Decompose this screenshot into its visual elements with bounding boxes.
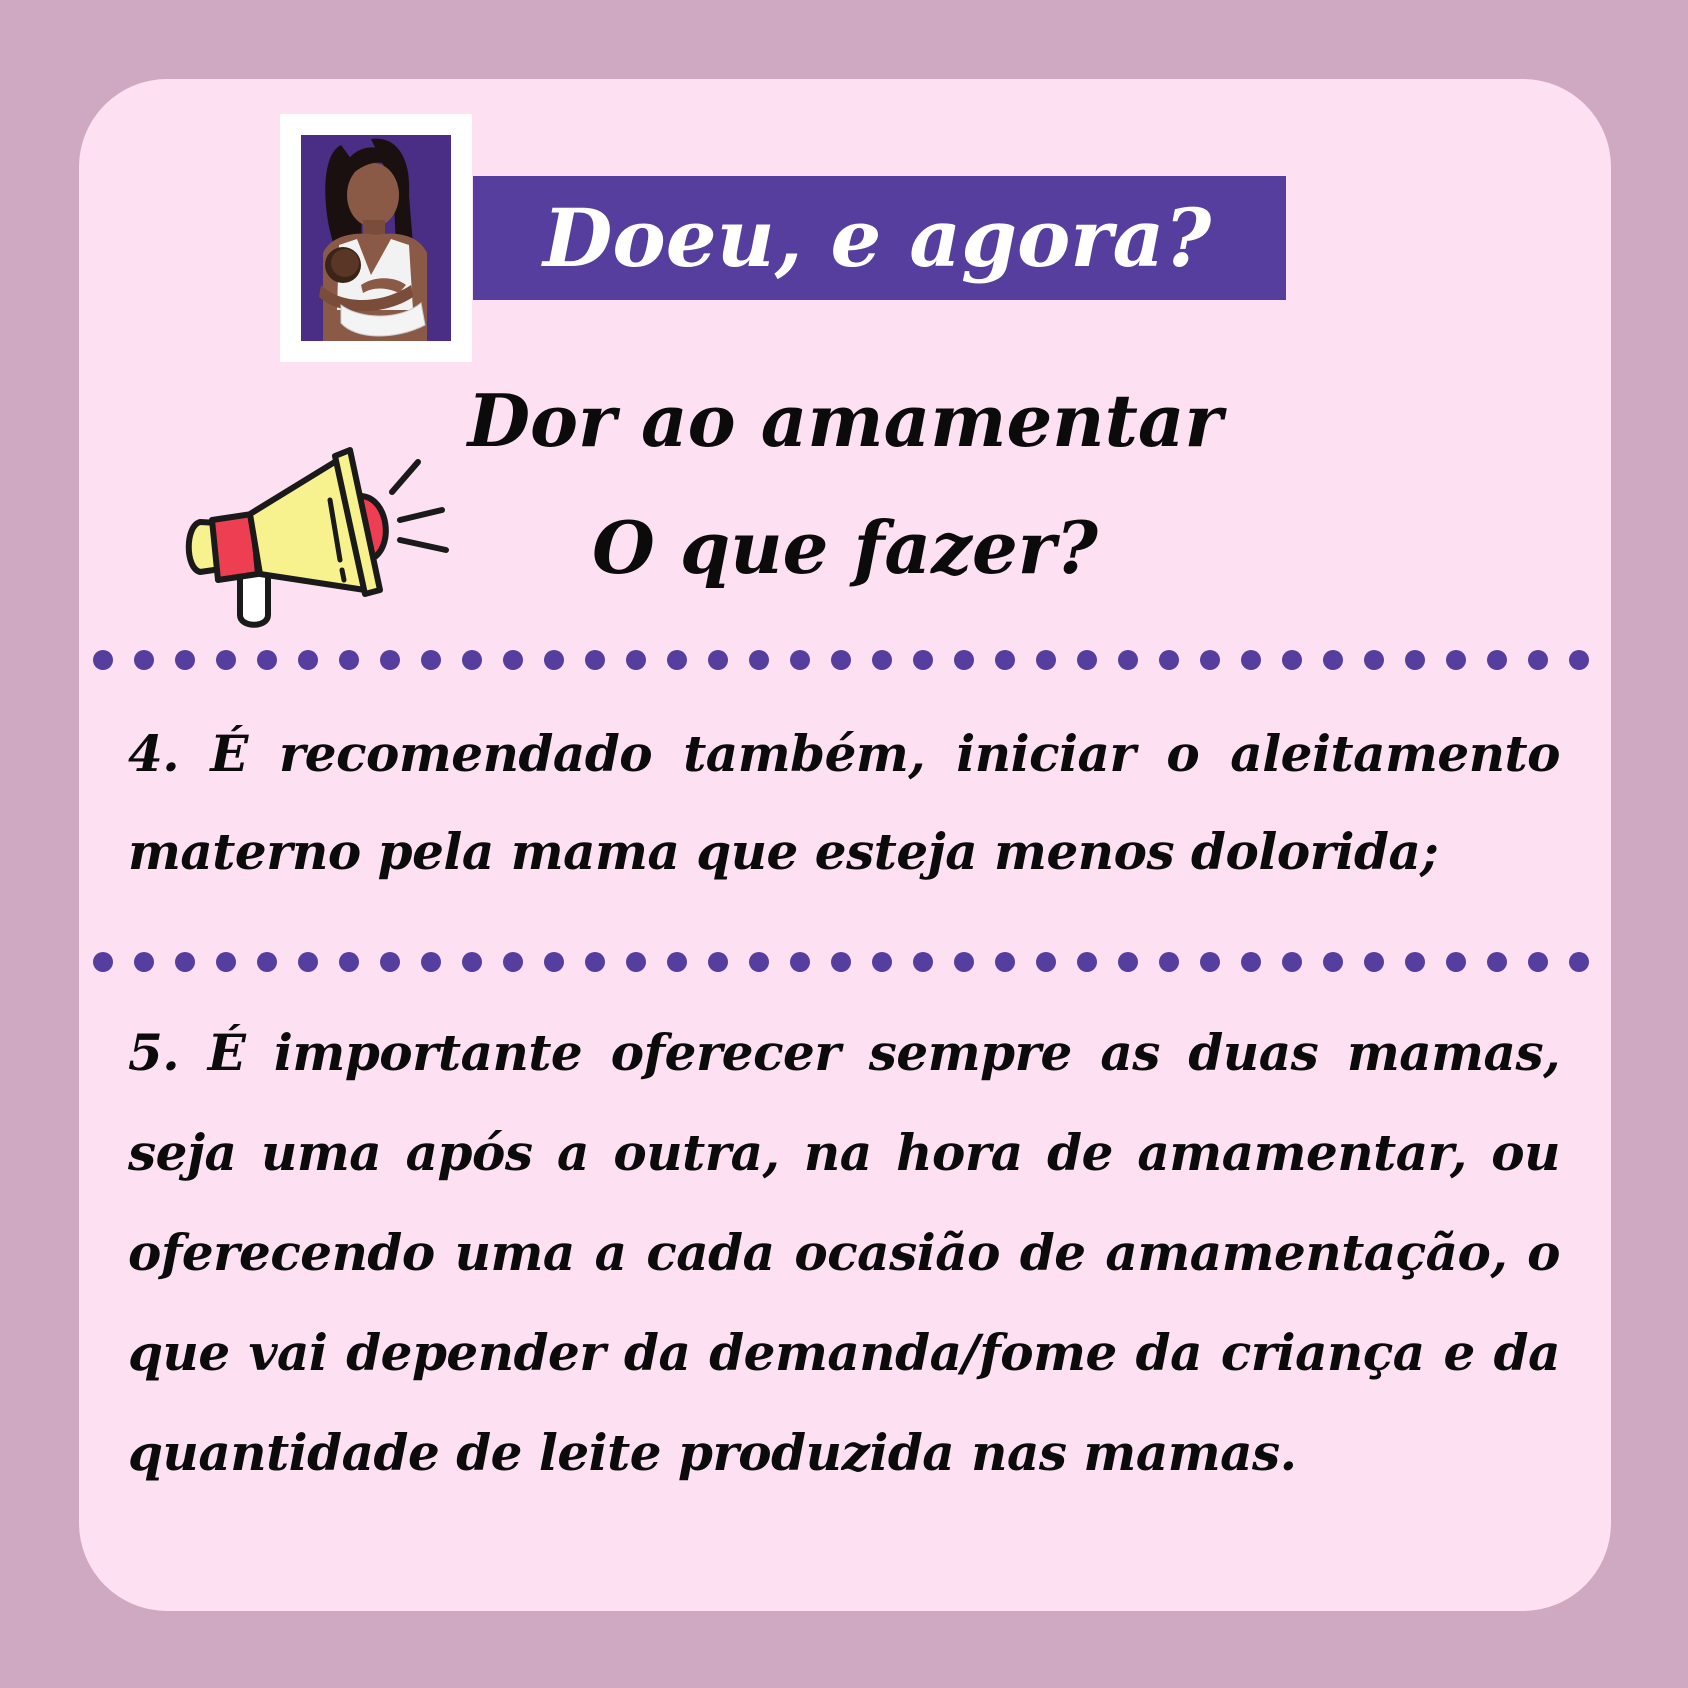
divider-dot	[790, 952, 810, 972]
subtitle-line-2: O que fazer?	[592, 505, 1098, 590]
divider-dot	[913, 650, 933, 670]
divider-dot	[1323, 952, 1343, 972]
divider-dot	[1405, 650, 1425, 670]
divider-dot	[995, 952, 1015, 972]
divider-dot	[380, 650, 400, 670]
divider-dot	[1241, 952, 1261, 972]
divider-dot	[544, 650, 564, 670]
divider-dot	[216, 952, 236, 972]
divider-dot	[667, 650, 687, 670]
divider-dot	[749, 650, 769, 670]
divider-dot	[544, 952, 564, 972]
divider-dot	[1118, 650, 1138, 670]
divider-dot	[93, 650, 113, 670]
divider-dot	[1569, 650, 1589, 670]
divider-dot	[667, 952, 687, 972]
divider-dot	[1364, 952, 1384, 972]
divider-dot	[1077, 650, 1097, 670]
divider-dot	[1446, 650, 1466, 670]
divider-dot	[175, 650, 195, 670]
divider-dot	[831, 952, 851, 972]
divider-dot	[1528, 952, 1548, 972]
divider-dot	[1118, 952, 1138, 972]
divider-dot	[626, 952, 646, 972]
divider-dot	[913, 952, 933, 972]
divider-dot	[1159, 650, 1179, 670]
divider-dot	[1241, 650, 1261, 670]
divider-dot	[1036, 650, 1056, 670]
dotted-divider-2	[90, 950, 1600, 974]
divider-dot	[831, 650, 851, 670]
divider-dot	[708, 952, 728, 972]
divider-dot	[503, 952, 523, 972]
divider-dot	[298, 952, 318, 972]
subtitle-line-1: Dor ao amamentar	[467, 378, 1223, 463]
dotted-divider-1	[90, 648, 1600, 672]
title-banner	[473, 176, 1286, 300]
divider-dot	[134, 650, 154, 670]
divider-dot	[1364, 650, 1384, 670]
divider-dot	[872, 952, 892, 972]
divider-dot	[216, 650, 236, 670]
divider-dot	[339, 952, 359, 972]
megaphone-icon	[180, 440, 460, 640]
divider-dot	[421, 650, 441, 670]
divider-dot	[257, 952, 277, 972]
divider-dot	[421, 952, 441, 972]
portrait-frame	[280, 114, 472, 362]
divider-dot	[708, 650, 728, 670]
divider-dot	[1569, 952, 1589, 972]
divider-dot	[872, 650, 892, 670]
divider-dot	[1200, 952, 1220, 972]
divider-dot	[585, 952, 605, 972]
divider-dot	[339, 650, 359, 670]
tip-4-paragraph: 4. É recomendado também, iniciar o aleitamento materno pela mama que esteja menos dolorida;	[128, 724, 1560, 881]
divider-dot	[1323, 650, 1343, 670]
divider-dot	[1077, 952, 1097, 972]
divider-dot	[93, 952, 113, 972]
divider-dot	[1200, 650, 1220, 670]
divider-dot	[1282, 650, 1302, 670]
divider-dot	[1036, 952, 1056, 972]
divider-dot	[954, 952, 974, 972]
divider-dot	[995, 650, 1015, 670]
divider-dot	[380, 952, 400, 972]
divider-dot	[503, 650, 523, 670]
divider-dot	[1282, 952, 1302, 972]
divider-dot	[1405, 952, 1425, 972]
divider-dot	[257, 650, 277, 670]
divider-dot	[134, 952, 154, 972]
divider-dot	[1159, 952, 1179, 972]
divider-dot	[626, 650, 646, 670]
divider-dot	[1446, 952, 1466, 972]
breastfeeding-mother-icon	[301, 135, 451, 341]
divider-dot	[1487, 952, 1507, 972]
divider-dot	[298, 650, 318, 670]
divider-dot	[1487, 650, 1507, 670]
divider-dot	[954, 650, 974, 670]
page-title: Doeu, e agora?	[543, 191, 1212, 285]
divider-dot	[462, 952, 482, 972]
divider-dot	[790, 650, 810, 670]
divider-dot	[749, 952, 769, 972]
divider-dot	[175, 952, 195, 972]
divider-dot	[462, 650, 482, 670]
divider-dot	[1528, 650, 1548, 670]
divider-dot	[585, 650, 605, 670]
tip-5-paragraph: 5. É importante oferecer sempre as duas mamas, seja uma após a outra, na hora de amamentar, ou oferecendo uma a cada ocasião de amamentação, o que vai depender da demanda/fome da criança e da quantidade de leite produzida nas mamas.	[128, 1023, 1560, 1482]
